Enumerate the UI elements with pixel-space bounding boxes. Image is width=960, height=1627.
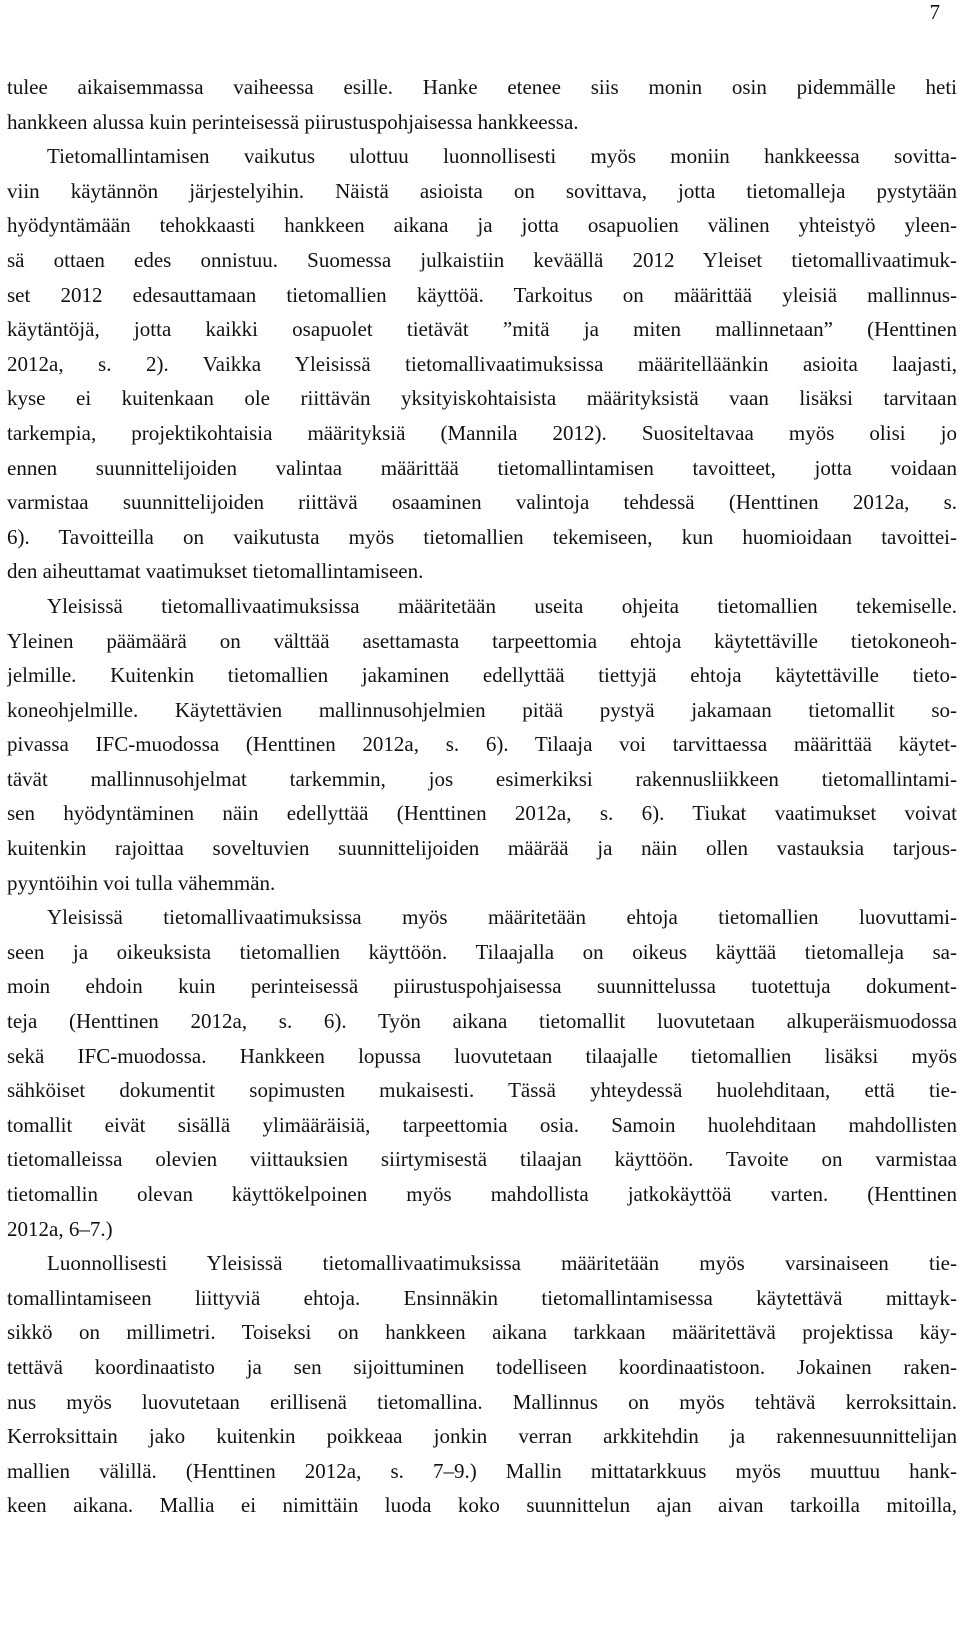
page-number: 7 bbox=[929, 0, 940, 24]
text-line: ennen suunnittelijoiden valintaa määrittää tietomallintamisen tavoitteet, jotta voidaan bbox=[7, 455, 957, 480]
text-line: moin ehdoin kuin perinteisessä piirustuspohjaisessa suunnittelussa tuotettuja dokument- bbox=[7, 974, 957, 999]
text-line: Yleinen päämäärä on välttää asettamasta tarpeettomia ehtoja käytettäville tietokoneoh- bbox=[7, 628, 957, 653]
text-line: 2012a, s. 2). Vaikka Yleisissä tietomallivaatimuksissa määritelläänkin asioita laajasti, bbox=[7, 351, 957, 376]
text-line: teja (Henttinen 2012a, s. 6). Työn aikana tietomallit luovutetaan alkuperäismuodossa bbox=[7, 1009, 957, 1034]
body-text bbox=[7, 70, 957, 1523]
text-line: Yleisissä tietomallivaatimuksissa määritetään useita ohjeita tietomallien tekemiselle. bbox=[47, 593, 957, 618]
text-line: 6). Tavoitteilla on vaikutusta myös tietomallien tekemiseen, kun huomioidaan tavoittei- bbox=[7, 524, 957, 549]
text-line: varmistaa suunnittelijoiden riittävä osaaminen valintoja tehdessä (Henttinen 2012a, s. bbox=[7, 490, 957, 515]
text-line: 2012a, 6–7.) bbox=[7, 1216, 113, 1241]
text-line: Luonnollisesti Yleisissä tietomallivaatimuksissa määritetään myös varsinaiseen tie- bbox=[47, 1251, 957, 1276]
text-line: sikkö on millimetri. Toiseksi on hankkeen aikana tarkkaan määritettävä projektissa käy- bbox=[7, 1320, 957, 1345]
text-line: kyse ei kuitenkaan ole riittävän yksityiskohtaisista määrityksistä vaan lisäksi tarvitaan bbox=[7, 386, 957, 411]
text-line: mallien välillä. (Henttinen 2012a, s. 7–9.) Mallin mittatarkkuus myös muuttuu hank- bbox=[7, 1458, 957, 1483]
text-line: sen hyödyntäminen näin edellyttää (Henttinen 2012a, s. 6). Tiukat vaatimukset voivat bbox=[7, 801, 957, 826]
text-line: hyödyntämään tehokkaasti hankkeen aikana ja jotta osapuolien välinen yhteistyö yleen- bbox=[7, 213, 957, 238]
text-line: pivassa IFC-muodossa (Henttinen 2012a, s. 6). Tilaaja voi tarvittaessa määrittää käytet- bbox=[7, 732, 957, 757]
text-line: sä ottaen edes onnistuu. Suomessa julkaistiin keväällä 2012 Yleiset tietomallivaatimuk- bbox=[7, 247, 957, 272]
text-line: koneohjelmille. Käytettävien mallinnusohjelmien pitää pystyä jakamaan tietomallit so- bbox=[7, 697, 957, 722]
text-line: sekä IFC-muodossa. Hankkeen lopussa luovutetaan tilaajalle tietomallien lisäksi myös bbox=[7, 1043, 957, 1068]
text-line: Yleisissä tietomallivaatimuksissa myös määritetään ehtoja tietomallien luovuttami- bbox=[47, 905, 957, 930]
text-line: tietomalleissa olevien viittauksien siirtymisestä tilaajan käyttöön. Tavoite on varmistaa bbox=[7, 1147, 957, 1172]
text-line: tulee aikaisemmassa vaiheessa esille. Hanke etenee siis monin osin pidemmälle heti bbox=[7, 75, 957, 99]
text-line: kuitenkin rajoittaa soveltuvien suunnittelijoiden määrää ja näin ollen vastauksia tarjous- bbox=[7, 836, 957, 861]
text-line: hankkeen alussa kuin perinteisessä piirustuspohjaisessa hankkeessa. bbox=[7, 109, 579, 134]
text-line: pyyntöihin voi tulla vähemmän. bbox=[7, 870, 276, 895]
text-line: käytäntöjä, jotta kaikki osapuolet tietävät ”mitä ja miten mallinnetaan” (Henttinen bbox=[7, 317, 957, 342]
text-line: tomallit eivät sisällä ylimääräisiä, tarpeettomia osia. Samoin huolehditaan mahdollisten bbox=[7, 1112, 957, 1137]
text-line: tomallintamiseen liittyviä ehtoja. Ensinnäkin tietomallintamisessa käytettävä mittayk- bbox=[7, 1285, 957, 1310]
text-line: tarkempia, projektikohtaisia määrityksiä (Mannila 2012). Suositeltavaa myös olisi jo bbox=[7, 420, 957, 445]
text-line: sähköiset dokumentit sopimusten mukaisesti. Tässä yhteydessä huolehditaan, että tie- bbox=[7, 1078, 957, 1103]
text-line: keen aikana. Mallia ei nimittäin luoda koko suunnittelun ajan aivan tarkoilla mitoilla, bbox=[7, 1493, 957, 1518]
text-line: Kerroksittain jako kuitenkin poikkeaa jonkin verran arkkitehdin ja rakennesuunnittelijan bbox=[7, 1424, 957, 1449]
text-line: set 2012 edesauttamaan tietomallien käyttöä. Tarkoitus on määrittää yleisiä mallinnus- bbox=[7, 282, 957, 307]
text-line: seen ja oikeuksista tietomallien käyttöön. Tilaajalla on oikeus käyttää tietomalleja sa- bbox=[7, 939, 957, 964]
text-line: Tietomallintamisen vaikutus ulottuu luonnollisesti myös moniin hankkeessa sovitta- bbox=[47, 144, 957, 169]
text-line: tietomallin olevan käyttökelpoinen myös mahdollista jatkokäyttöä varten. (Henttinen bbox=[7, 1182, 957, 1206]
text-line: jelmille. Kuitenkin tietomallien jakaminen edellyttää tiettyjä ehtoja käytettäville tieto- bbox=[7, 663, 957, 688]
text-line: tävät mallinnusohjelmat tarkemmin, jos esimerkiksi rakennusliikkeen tietomallintami- bbox=[7, 766, 957, 791]
text-line: nus myös luovutetaan erillisenä tietomallina. Mallinnus on myös tehtävä kerroksittain. bbox=[7, 1389, 957, 1414]
text-line: tettävä koordinaatisto ja sen sijoittuminen todelliseen koordinaatistoon. Jokainen raken- bbox=[7, 1354, 957, 1379]
text-line: viin käytännön järjestelyihin. Näistä asioista on sovittava, jotta tietomalleja pystytään bbox=[7, 178, 957, 203]
text-line: den aiheuttamat vaatimukset tietomallintamiseen. bbox=[7, 559, 424, 584]
